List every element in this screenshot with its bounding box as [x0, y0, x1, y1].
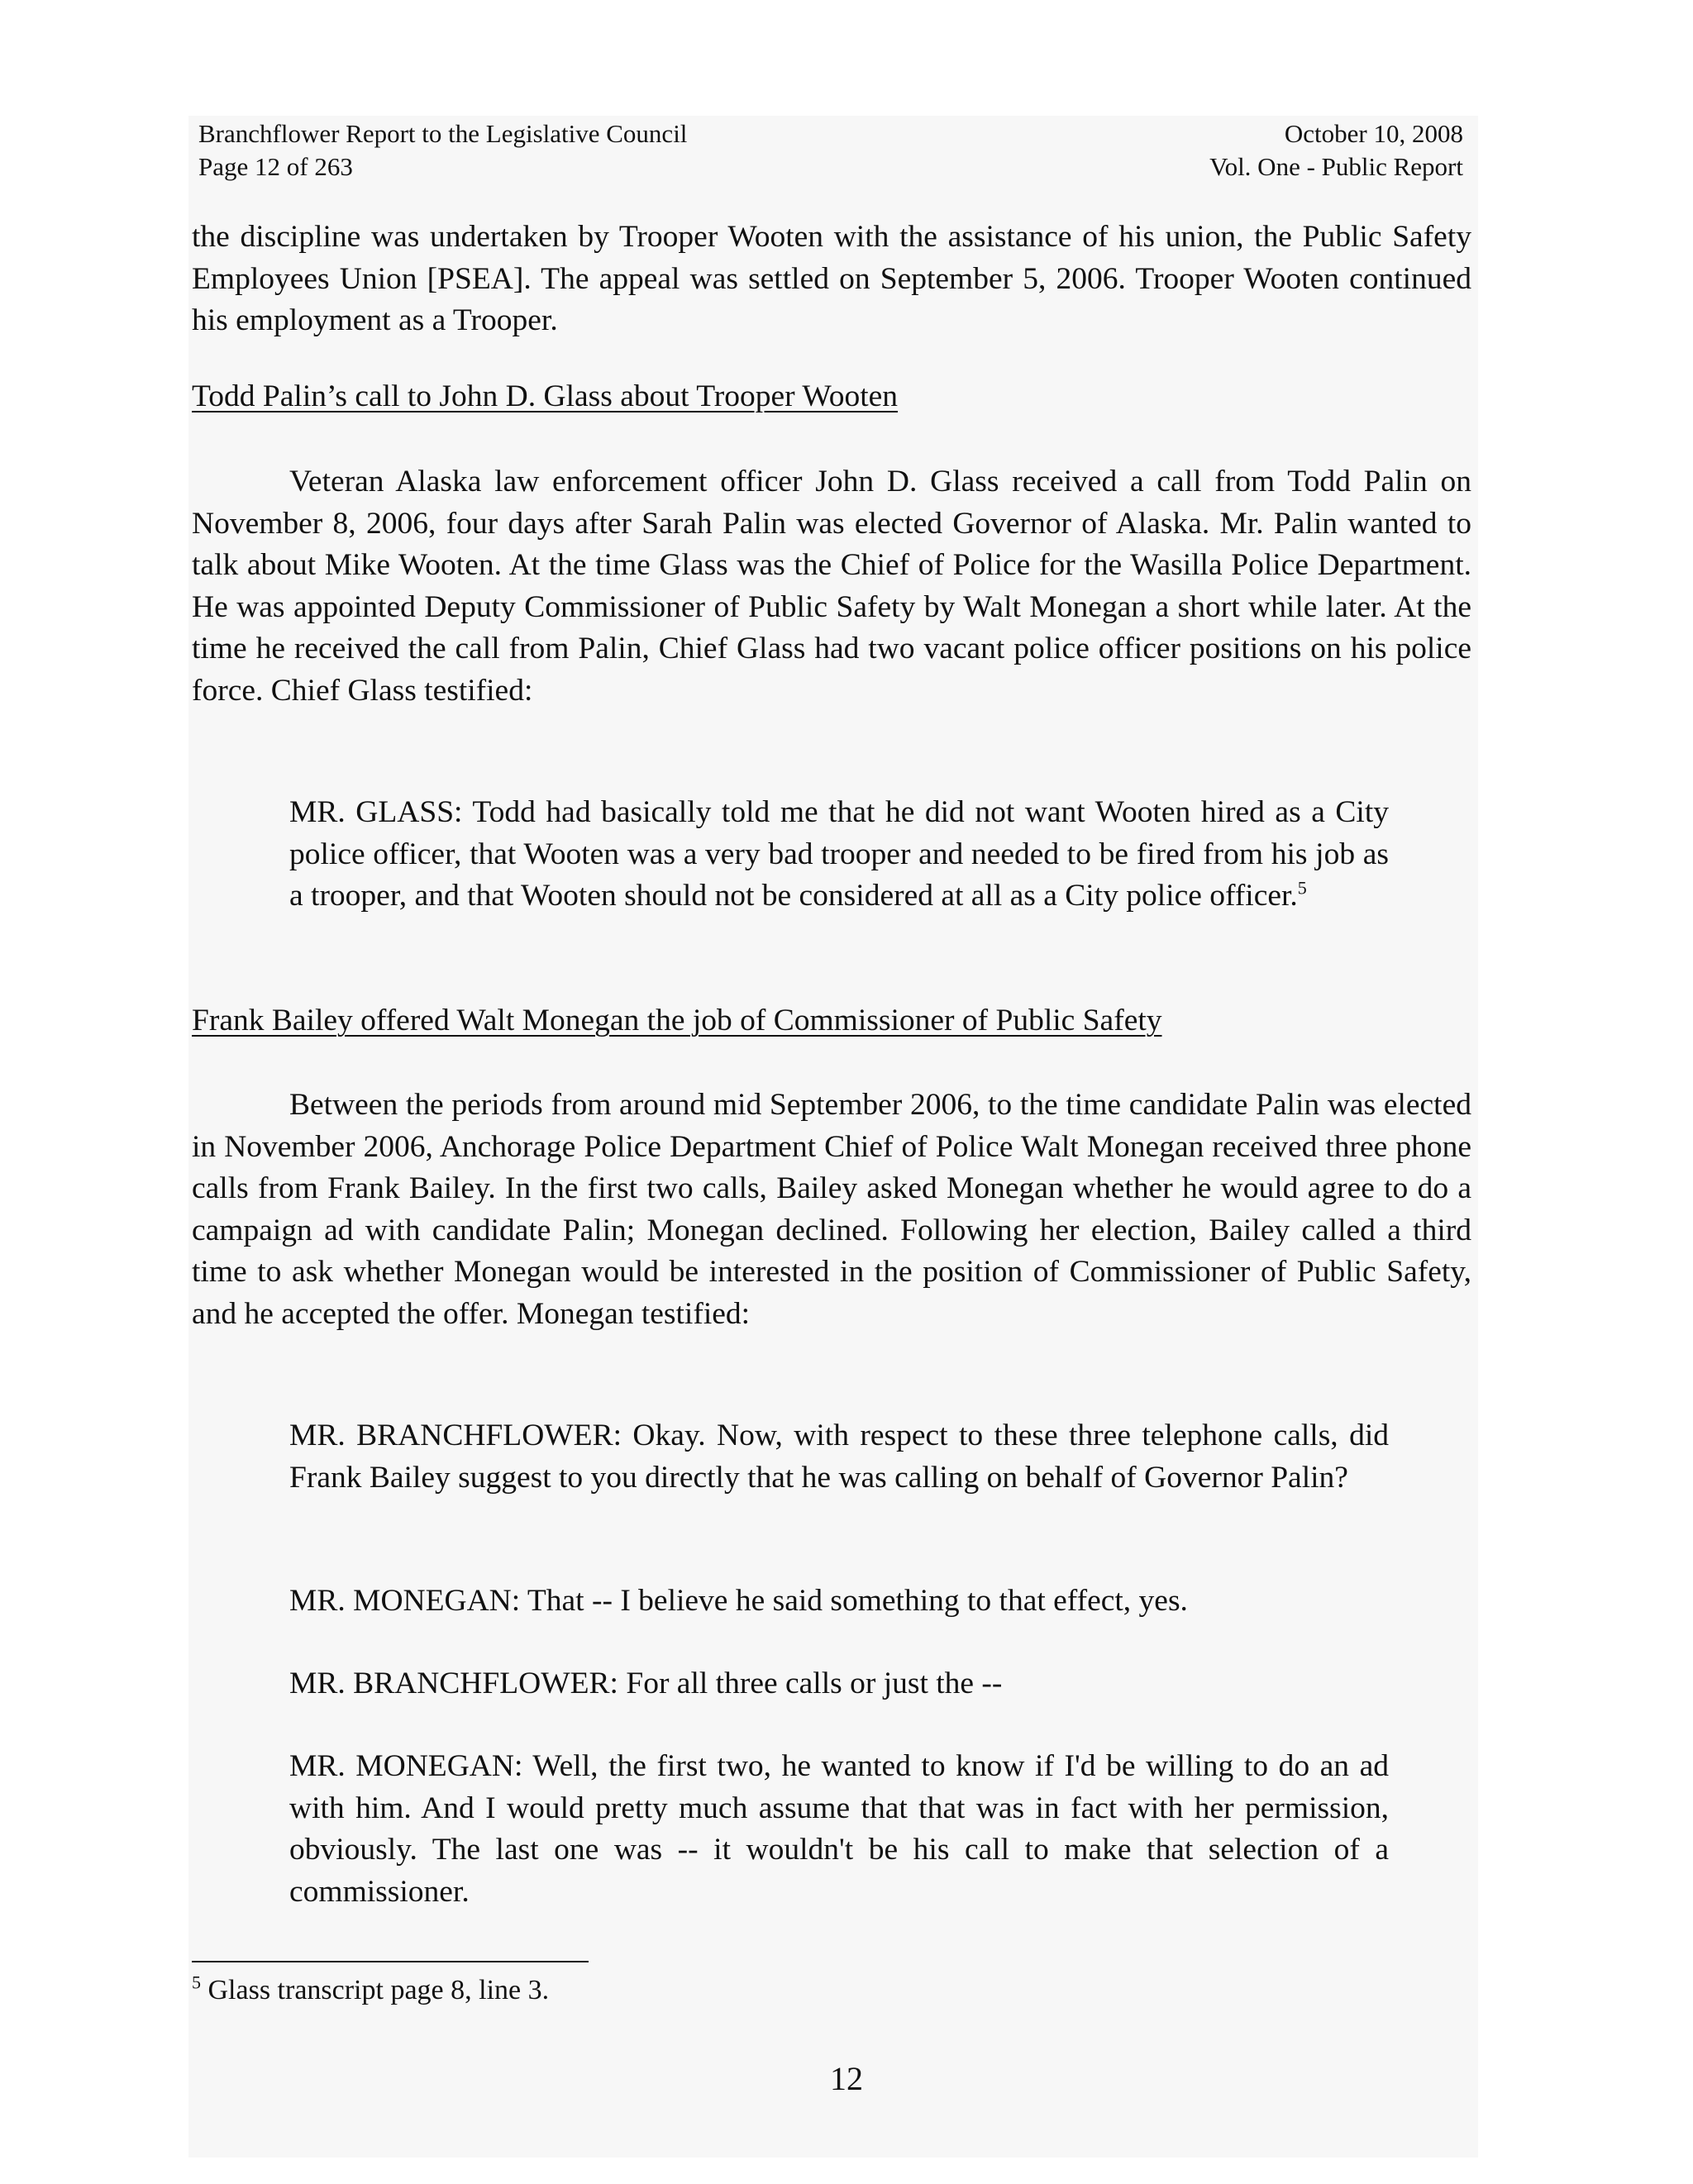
- header-right: [1209, 117, 1463, 184]
- paragraph-bailey-calls: Between the periods from around mid September 2006, to the time candidate Palin was elected in November 2006, Anchorage Police Department Chief of Police Walt Monegan received three phone calls from Frank Bailey. In the first two calls, Bailey asked Monegan whether he would agree to do a campaign ad with candidate Palin; Monegan declined. Following her election, Bailey called a third time to ask whether Monegan would be interested in the position of Commissioner of Public Safety, and he accepted the offer. Monegan testified:: [192, 1088, 1471, 1331]
- report-date: October 10, 2008: [1284, 119, 1463, 148]
- section-heading-bailey-offer: Frank Bailey offered Walt Monegan the job of Commissioner of Public Safety: [192, 1004, 1162, 1037]
- footnote-reference: 5: [1297, 877, 1307, 899]
- paragraph-glass-call: Veteran Alaska law enforcement officer John D. Glass received a call from Todd Palin on November 8, 2006, four days after Sarah Palin was elected Governor of Alaska. Mr. Palin wanted to talk about Mike Wooten. At the time Glass was the Chief of Police for the Wasilla Police Department. He was appointed Deputy Commissioner of Public Safety by Walt Monegan a short while later. At the time he received the call from Palin, Chief Glass had two vacant police officer positions on his police force. Chief Glass testified:: [192, 465, 1471, 708]
- header-left: [198, 117, 687, 184]
- quote-glass-testimony: [289, 792, 1389, 918]
- volume-label: Vol. One - Public Report: [1209, 152, 1463, 181]
- footnote-divider: [192, 1961, 589, 1962]
- quote-branchflower-followup: MR. BRANCHFLOWER: For all three calls or just the --: [289, 1667, 1003, 1700]
- paragraph-discipline: the discipline was undertaken by Trooper Wooten with the assistance of his union, the Public Safety Employees Union [PSEA]. The appeal was settled on September 5, 2006. Trooper Wooten continued his employment as a Trooper.: [192, 220, 1471, 337]
- quote-monegan-explanation: MR. MONEGAN: Well, the first two, he wanted to know if I'd be willing to do an ad with him. And I would pretty much assume that that was in fact with her permission, obviously. The last one was -- it wouldn't be his call to make that selection of a commissioner.: [289, 1749, 1389, 1909]
- page-number: 12: [830, 2060, 863, 2097]
- section-heading-glass-call: Todd Palin’s call to John D. Glass about Trooper Wooten: [192, 379, 899, 413]
- quote-branchflower-question: MR. BRANCHFLOWER: Okay. Now, with respect to these three telephone calls, did Frank Bailey suggest to you directly that he was calling on behalf of Governor Palin?: [289, 1419, 1389, 1495]
- footnote: [192, 1972, 549, 2009]
- report-title: Branchflower Report to the Legislative Council: [198, 119, 688, 148]
- quote-glass-text: MR. GLASS: Todd had basically told me that he did not want Wooten hired as a City police officer, that Wooten was a very bad trooper and needed to be fired from his job as a trooper, and that Wooten should not be considered at all as a City police officer.: [289, 795, 1389, 913]
- footnote-number: 5: [192, 1972, 201, 1993]
- footnote-text: Glass transcript page 8, line 3.: [201, 1975, 550, 2005]
- quote-monegan-answer: MR. MONEGAN: That -- I believe he said something to that effect, yes.: [289, 1584, 1188, 1618]
- page-count: Page 12 of 263: [198, 152, 353, 181]
